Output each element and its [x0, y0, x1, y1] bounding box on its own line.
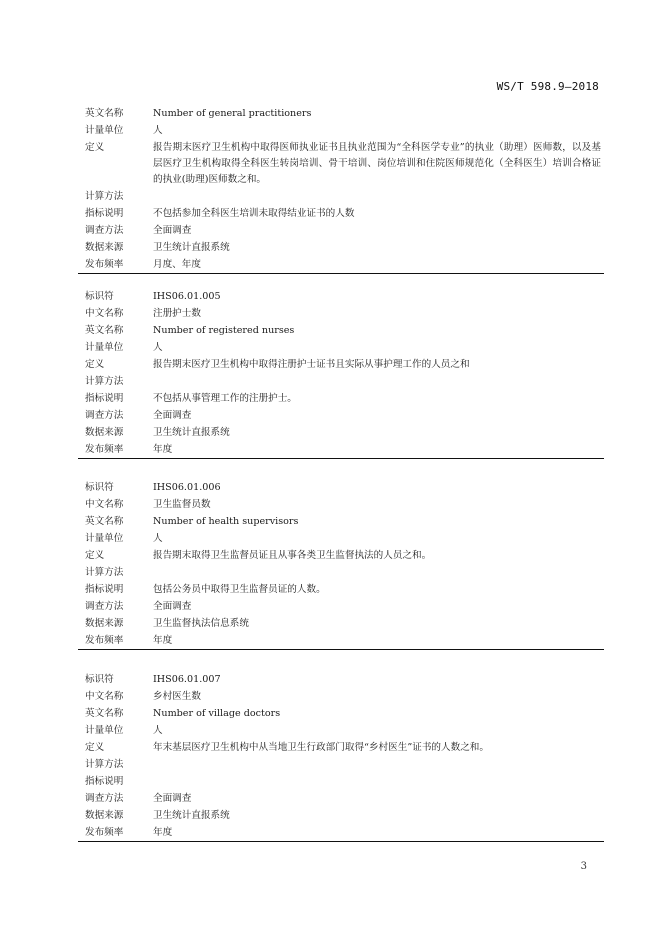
field-label: 发布频率	[85, 827, 124, 838]
field-label: 定义	[85, 550, 105, 561]
field-label: 计算方法	[85, 191, 124, 202]
standard-code: WS/T 598.9—2018	[496, 80, 599, 93]
field-value: 年度	[153, 827, 173, 838]
field-label: 数据来源	[85, 810, 124, 821]
field-row-definition	[78, 139, 604, 188]
field-row-en-name	[78, 322, 604, 339]
field-label: 定义	[85, 359, 105, 370]
field-label: 计量单位	[85, 342, 124, 353]
field-label: 英文名称	[85, 708, 124, 719]
field-label: 中文名称	[85, 308, 124, 319]
field-label: 计量单位	[85, 725, 124, 736]
field-row-note	[78, 773, 604, 790]
field-row-en-name	[78, 705, 604, 722]
field-label: 标识符	[85, 674, 114, 685]
field-row-unit	[78, 530, 604, 547]
field-value: 不包括从事管理工作的注册护士。	[153, 393, 297, 404]
field-value: IHS06.01.006	[153, 482, 221, 493]
field-label: 数据来源	[85, 618, 124, 629]
field-value: Number of village doctors	[153, 708, 281, 719]
field-row-cn-name	[78, 688, 604, 705]
field-value: Number of general practitioners	[153, 108, 312, 119]
field-row-survey	[78, 598, 604, 615]
field-value: 卫生统计直报系统	[153, 427, 230, 438]
field-row-survey	[78, 407, 604, 424]
field-row-definition	[78, 356, 604, 373]
field-value: 人	[153, 342, 163, 353]
field-value: 月度、年度	[153, 259, 201, 270]
field-label: 指标说明	[85, 208, 124, 219]
field-row-calc	[78, 756, 604, 773]
field-value: 报告期末取得卫生监督员证且从事各类卫生监督执法的人员之和。	[153, 550, 432, 561]
field-label: 计量单位	[85, 125, 124, 136]
field-label: 计量单位	[85, 533, 124, 544]
page-number: 3	[580, 861, 587, 872]
field-row-note	[78, 205, 604, 222]
field-row-unit	[78, 722, 604, 739]
field-label: 中文名称	[85, 691, 124, 702]
field-value: 卫生监督执法信息系统	[153, 618, 249, 629]
field-label: 计算方法	[85, 567, 124, 578]
field-row-source	[78, 239, 604, 256]
field-label: 发布频率	[85, 635, 124, 646]
field-value: 全面调查	[153, 793, 192, 804]
field-value: 年度	[153, 635, 173, 646]
field-label: 定义	[85, 742, 105, 753]
field-row-id	[78, 479, 604, 496]
field-row-id	[78, 288, 604, 305]
field-value: 人	[153, 125, 163, 136]
field-row-cn-name	[78, 305, 604, 322]
field-value: 人	[153, 725, 163, 736]
field-label: 标识符	[85, 482, 114, 493]
field-value: 卫生统计直报系统	[153, 242, 230, 253]
field-label: 定义	[85, 142, 105, 153]
field-value: 包括公务员中取得卫生监督员证的人数。	[153, 584, 326, 595]
field-value: 报告期末医疗卫生机构中取得注册护士证书且实际从事护理工作的人员之和	[153, 359, 470, 370]
field-row-freq	[78, 824, 604, 841]
field-label: 标识符	[85, 291, 114, 302]
field-label: 发布频率	[85, 444, 124, 455]
field-label: 指标说明	[85, 776, 124, 787]
field-value: 卫生监督员数	[153, 499, 211, 510]
field-row-calc	[78, 564, 604, 581]
field-label: 发布频率	[85, 259, 124, 270]
field-row-calc	[78, 188, 604, 205]
field-value: IHS06.01.005	[153, 291, 221, 302]
field-label: 计算方法	[85, 759, 124, 770]
field-value: 全面调查	[153, 601, 192, 612]
field-value: 全面调查	[153, 410, 192, 421]
field-row-freq	[78, 632, 604, 649]
field-value: Number of health supervisors	[153, 516, 299, 527]
field-label: 指标说明	[85, 393, 124, 404]
field-row-freq	[78, 256, 604, 273]
field-value: 年末基层医疗卫生机构中从当地卫生行政部门取得“乡村医生”证书的人数之和。	[153, 742, 489, 753]
field-row-calc	[78, 373, 604, 390]
field-label: 调查方法	[85, 410, 124, 421]
field-row-source	[78, 424, 604, 441]
indicator-block-general-practitioners	[78, 105, 604, 274]
indicator-block-health-supervisors	[78, 479, 604, 650]
field-value: IHS06.01.007	[153, 674, 221, 685]
field-row-unit	[78, 339, 604, 356]
field-row-note	[78, 581, 604, 598]
field-row-note	[78, 390, 604, 407]
field-row-definition	[78, 739, 604, 756]
field-value: 全面调查	[153, 225, 192, 236]
field-label: 数据来源	[85, 427, 124, 438]
field-value: 注册护士数	[153, 308, 201, 319]
field-label: 中文名称	[85, 499, 124, 510]
indicator-block-registered-nurses	[78, 288, 604, 459]
field-label: 英文名称	[85, 108, 124, 119]
field-value: 报告期末医疗卫生机构中取得医师执业证书且执业范围为“全科医学专业”的执业（助理）医师数，以及基层医疗卫生机构取得全科医生转岗培训、骨干培训、岗位培训和住院医师规范化（全科医生）培训合格证的执业(助理)医师数之和。	[153, 142, 601, 185]
field-label: 调查方法	[85, 793, 124, 804]
field-label: 调查方法	[85, 601, 124, 612]
field-row-survey	[78, 222, 604, 239]
field-label: 指标说明	[85, 584, 124, 595]
field-row-id	[78, 671, 604, 688]
field-row-en-name	[78, 105, 604, 122]
field-row-source	[78, 807, 604, 824]
field-value: 年度	[153, 444, 173, 455]
field-row-cn-name	[78, 496, 604, 513]
field-row-freq	[78, 441, 604, 458]
field-value: Number of registered nurses	[153, 325, 295, 336]
field-row-definition	[78, 547, 604, 564]
field-label: 计算方法	[85, 376, 124, 387]
field-label: 英文名称	[85, 516, 124, 527]
field-value: 卫生统计直报系统	[153, 810, 230, 821]
field-label: 英文名称	[85, 325, 124, 336]
field-value: 人	[153, 533, 163, 544]
field-value: 不包括参加全科医生培训未取得结业证书的人数	[153, 208, 355, 219]
field-value: 乡村医生数	[153, 691, 201, 702]
field-label: 调查方法	[85, 225, 124, 236]
field-row-en-name	[78, 513, 604, 530]
field-row-unit	[78, 122, 604, 139]
field-row-source	[78, 615, 604, 632]
field-label: 数据来源	[85, 242, 124, 253]
indicator-block-village-doctors	[78, 671, 604, 842]
field-row-survey	[78, 790, 604, 807]
